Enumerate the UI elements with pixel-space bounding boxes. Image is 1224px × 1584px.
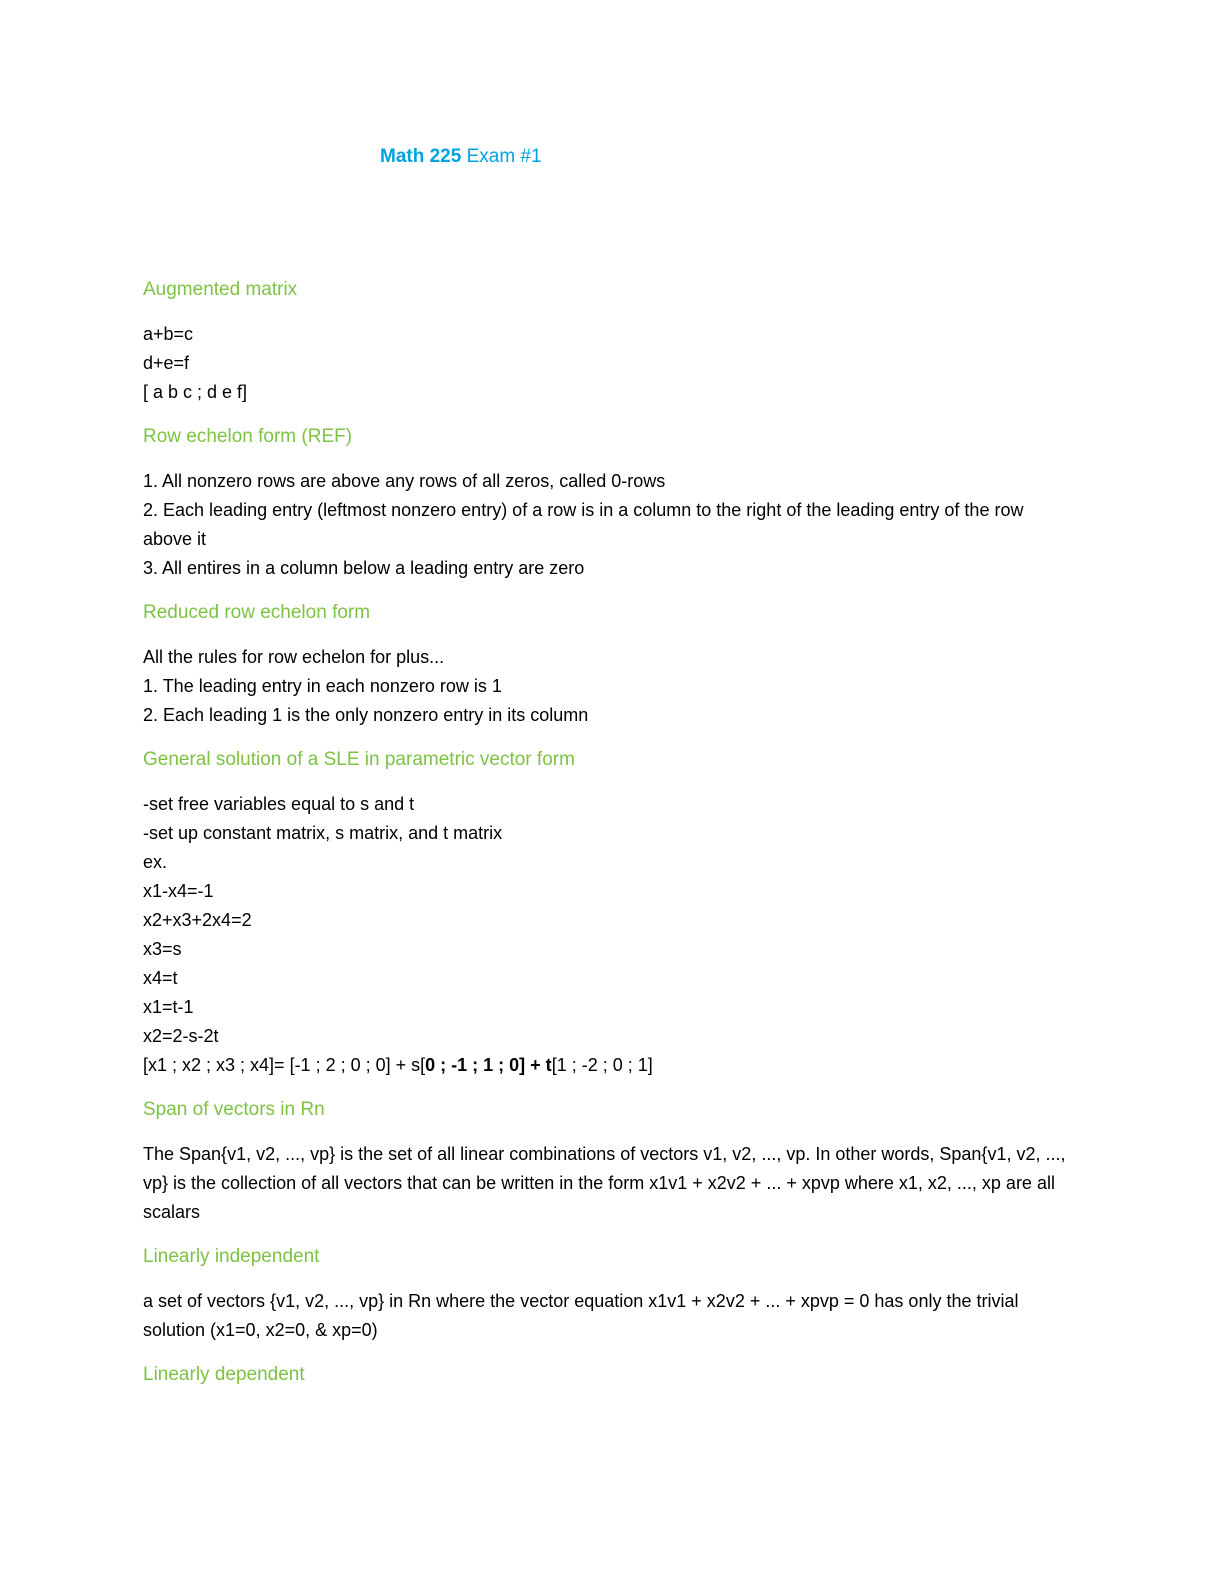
heading-row-echelon-form: Row echelon form (REF) <box>143 426 353 447</box>
ref-rules-block <box>143 467 1073 583</box>
independent-block <box>143 1287 1073 1345</box>
rule-item: 1. All nonzero rows are above any rows of all zeros, called 0-rows <box>143 471 666 491</box>
equation-part: [x1 ; x2 ; x3 ; x4]= [-1 ; 2 ; 0 ; 0] + s[ <box>143 1055 426 1075</box>
rule-item: 2. Each leading entry (leftmost nonzero entry) of a row is in a column to the right of the leading entry of the row above it <box>143 500 1029 549</box>
text-line: d+e=f <box>143 353 190 373</box>
span-block <box>143 1140 1073 1227</box>
equation-line: x2+x3+2x4=2 <box>143 910 252 930</box>
rule-item: All the rules for row echelon for plus... <box>143 647 445 667</box>
augmented-matrix-block <box>143 320 1073 407</box>
general-solution-block <box>143 790 1073 1080</box>
equation-part-bold: 0 ; -1 ; 1 ; 0] <box>425 1055 526 1075</box>
title-course: Math 225 <box>380 146 462 167</box>
heading-augmented-matrix: Augmented matrix <box>143 279 298 300</box>
equation-line: x2=2-s-2t <box>143 1026 219 1046</box>
rule-item: 3. All entires in a column below a leading entry are zero <box>143 558 585 578</box>
equation-part: [1 ; -2 ; 0 ; 1] <box>551 1055 653 1075</box>
independent-definition: a set of vectors {v1, v2, ..., vp} in Rn where the vector equation x1v1 + x2v2 + ... + xpvp = 0 has only the trivial solution (x1=0, x2=0, & xp=0) <box>143 1291 1019 1340</box>
rule-item: 2. Each leading 1 is the only nonzero entry in its column <box>143 705 589 725</box>
title-exam: Exam #1 <box>461 146 542 167</box>
heading-linearly-independent: Linearly independent <box>143 1246 320 1267</box>
heading-linearly-dependent: Linearly dependent <box>143 1364 305 1385</box>
equation-line: x1-x4=-1 <box>143 881 214 901</box>
rule-item: 1. The leading entry in each nonzero row is 1 <box>143 676 502 696</box>
text-line: -set free variables equal to s and t <box>143 794 415 814</box>
document-body <box>143 276 1073 1405</box>
heading-reduced-row-echelon-form: Reduced row echelon form <box>143 602 371 623</box>
text-line: a+b=c <box>143 324 194 344</box>
document-title <box>380 144 542 170</box>
parametric-vector-equation <box>143 1051 1073 1080</box>
text-line: -set up constant matrix, s matrix, and t matrix <box>143 823 503 843</box>
rref-rules-block <box>143 643 1073 730</box>
equation-part-bold: + t <box>525 1055 552 1075</box>
text-line: [ a b c ; d e f] <box>143 382 248 402</box>
equation-line: x3=s <box>143 939 182 959</box>
equation-line: x4=t <box>143 968 178 988</box>
heading-general-solution: General solution of a SLE in parametric vector form <box>143 749 575 770</box>
equation-line: x1=t-1 <box>143 997 194 1017</box>
span-definition: The Span{v1, v2, ..., vp} is the set of all linear combinations of vectors v1, v2, ..., vp. In other words, Span{v1, v2, ..., vp} is the collection of all vectors that can be written in the form x1v1 + x2v2 + ... + xpvp where x1, x2, ..., xp are all scalars <box>143 1144 1066 1222</box>
heading-span-of-vectors: Span of vectors in Rn <box>143 1099 325 1120</box>
text-line: ex. <box>143 852 168 872</box>
